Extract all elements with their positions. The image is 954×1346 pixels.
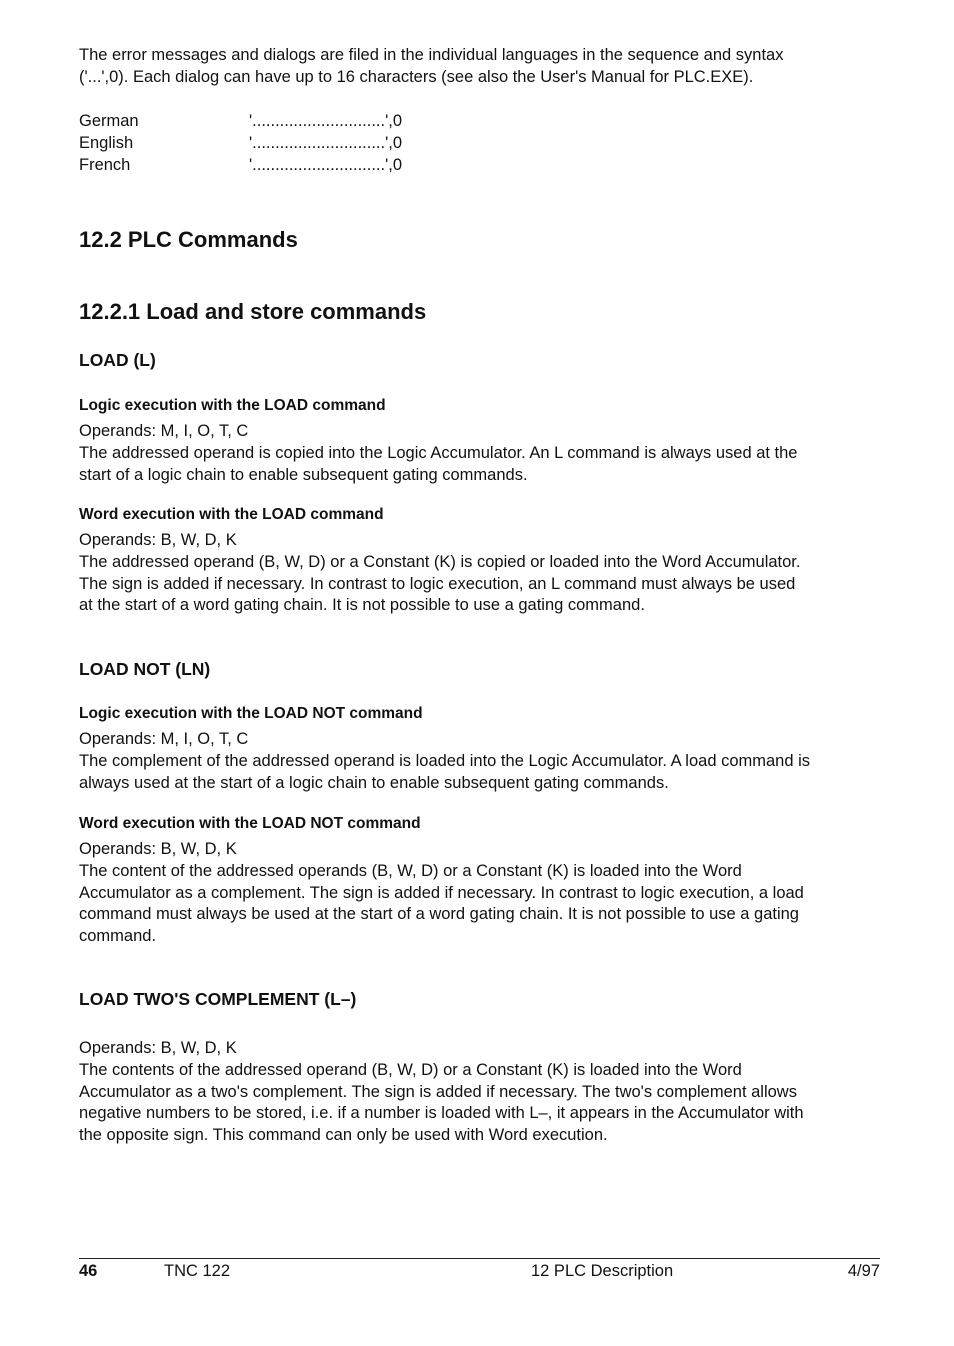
paragraph-line: start of a logic chain to enable subsequent gating commands. — [79, 465, 528, 484]
load-word-heading: Word execution with the LOAD command — [79, 506, 384, 523]
language-name: English — [79, 133, 134, 152]
paragraph-line: negative numbers to be stored, i.e. if a number is loaded with L–, it appears in the Accumulator with — [79, 1104, 804, 1123]
load-word-paragraph — [79, 530, 800, 617]
load-logic-paragraph — [79, 421, 797, 486]
paragraph-line: command. — [79, 927, 157, 946]
language-syntax: '.............................',0 — [249, 155, 403, 174]
paragraph-line: at the start of a word gating chain. It is not possible to use a gating command. — [79, 596, 645, 615]
chapter-title: 12 PLC Description — [531, 1262, 674, 1280]
paragraph-line: Operands: B, W, D, K — [79, 840, 237, 858]
paragraph-line: The content of the addressed operands (B, W, D) or a Constant (K) is loaded into the Word — [79, 861, 742, 880]
footer-divider — [79, 1258, 880, 1259]
language-list — [79, 111, 139, 176]
paragraph-line: The sign is added if necessary. In contrast to logic execution, an L command must always be used — [79, 574, 796, 593]
intro-line: ('...',0). Each dialog can have up to 16 characters (see also the User's Manual for PLC.EXE). — [79, 67, 754, 86]
load-not-word-paragraph — [79, 839, 804, 948]
load-twos-paragraph — [79, 1038, 804, 1147]
paragraph-line: command must always be used at the start of a word gating chain. It is not possible to use a gating — [79, 905, 799, 924]
paragraph-line: The addressed operand is copied into the Logic Accumulator. An L command is always used at the — [79, 443, 798, 462]
paragraph-line: the opposite sign. This command can only be used with Word execution. — [79, 1126, 608, 1145]
section-title: 12.2 PLC Commands — [79, 227, 298, 252]
language-syntax: '.............................',0 — [249, 112, 403, 130]
page-number: 46 — [79, 1262, 98, 1280]
product-name: TNC 122 — [164, 1262, 231, 1280]
paragraph-line: Accumulator as a two's complement. The sign is added if necessary. The two's complement allows — [79, 1082, 797, 1101]
paragraph-line: Operands: B, W, D, K — [79, 1039, 237, 1057]
paragraph-line: Operands: M, I, O, T, C — [79, 422, 249, 440]
load-not-heading: LOAD NOT (LN) — [79, 659, 211, 679]
paragraph-line: Operands: B, W, D, K — [79, 531, 237, 549]
paragraph-line: always used at the start of a logic chain to enable subsequent gating commands. — [79, 773, 669, 792]
intro-paragraph — [79, 45, 783, 89]
document-date: 4/97 — [847, 1262, 880, 1280]
paragraph-line: The complement of the addressed operand is loaded into the Logic Accumulator. A load command is — [79, 751, 811, 770]
paragraph-line: The addressed operand (B, W, D) or a Constant (K) is copied or loaded into the Word Accumulator. — [79, 552, 801, 571]
intro-line: The error messages and dialogs are filed in the individual languages in the sequence and syntax — [79, 46, 784, 64]
language-name: German — [79, 112, 139, 130]
load-twos-heading: LOAD TWO'S COMPLEMENT (L–) — [79, 989, 357, 1009]
load-not-logic-heading: Logic execution with the LOAD NOT command — [79, 705, 423, 722]
subsection-title: 12.2.1 Load and store commands — [79, 299, 427, 324]
load-not-logic-paragraph — [79, 729, 810, 794]
paragraph-line: Operands: M, I, O, T, C — [79, 730, 249, 748]
language-syntax: '.............................',0 — [249, 133, 403, 152]
paragraph-line: Accumulator as a complement. The sign is added if necessary. In contrast to logic execution, a load — [79, 883, 804, 902]
load-not-word-heading: Word execution with the LOAD NOT command — [79, 815, 421, 832]
language-name: French — [79, 155, 131, 174]
language-syntax-list — [249, 111, 402, 176]
load-logic-heading: Logic execution with the LOAD command — [79, 397, 386, 414]
paragraph-line: The contents of the addressed operand (B, W, D) or a Constant (K) is loaded into the Word — [79, 1060, 742, 1079]
load-heading: LOAD (L) — [79, 350, 156, 370]
